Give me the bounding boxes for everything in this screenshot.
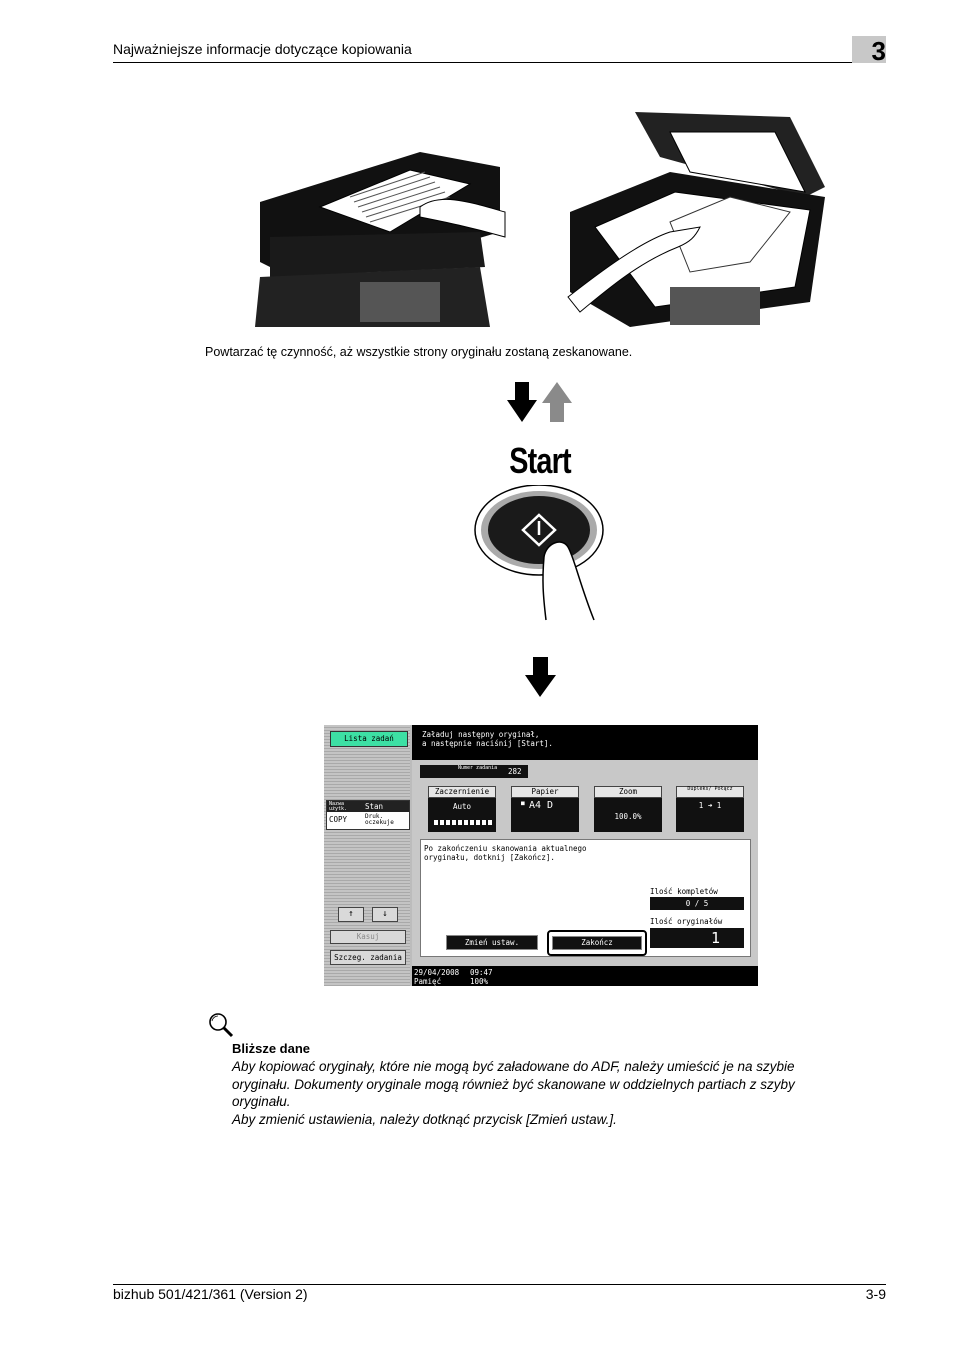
tab-density-label: Zaczernienie	[428, 786, 496, 798]
scroll-down-button[interactable]	[372, 907, 398, 922]
status-memory-value: 100%	[470, 977, 489, 986]
tab-zoom-value: 100.0%	[614, 812, 642, 821]
job-list-button[interactable]: Lista zadań	[330, 731, 408, 747]
tab-duplex-value: 1 ➜ 1	[698, 801, 722, 810]
job-details-button[interactable]: Szczeg. zadania	[330, 950, 406, 965]
tab-duplex-panel	[676, 798, 744, 832]
footer-product: bizhub 501/421/361 (Version 2)	[113, 1286, 308, 1302]
header-rule	[113, 62, 886, 63]
note-paragraph-2: Aby zmienić ustawienia, należy dotknąć przycisk [Zmień ustaw.].	[232, 1111, 617, 1127]
tab-paper-panel	[511, 798, 579, 832]
status-memory-label: Pamięć	[414, 977, 442, 986]
tab-density[interactable]	[428, 786, 496, 832]
scroll-up-button[interactable]	[338, 907, 364, 922]
message-line-2: a następnie naciśnij [Start].	[422, 739, 553, 748]
delete-button[interactable]: Kasuj	[330, 930, 406, 944]
scan-info-box	[420, 839, 751, 957]
paper-tray-icon: ■	[521, 800, 525, 807]
platen-copier-drawing	[568, 112, 825, 327]
info-line-1: Po zakończeniu skanowania aktualnego	[424, 844, 587, 853]
tab-duplex[interactable]	[676, 786, 744, 832]
tab-paper[interactable]	[511, 786, 579, 832]
status-time: 09:47	[470, 968, 493, 977]
info-line-2: oryginału, dotknij [Zakończ].	[424, 853, 555, 862]
tab-density-panel	[428, 798, 496, 832]
start-label: Start	[509, 440, 571, 481]
note-paragraph-1: Aby kopiować oryginały, które nie mogą być załadowane do ADF, należy umieścić je na szybie oryginału. Dokumenty oryginale mogą również być skanowane w oddzielnych partiach z szyby oryginału.	[232, 1059, 795, 1109]
tab-zoom-label: Zoom	[594, 786, 662, 798]
control-panel-screen	[324, 725, 758, 986]
status-bar	[412, 966, 758, 986]
message-bar	[412, 725, 758, 760]
job-table-header	[327, 801, 409, 812]
footer-rule	[113, 1284, 886, 1285]
sets-value: 0 / 5	[650, 897, 744, 910]
change-settings-button[interactable]: Zmień ustaw.	[446, 935, 538, 950]
down-arrow-icon	[507, 382, 537, 422]
arrow-up-icon: ↑	[348, 909, 354, 919]
sets-label: Ilość kompletów	[650, 887, 718, 896]
finish-button[interactable]: Zakończ	[552, 936, 642, 950]
down-arrow	[525, 657, 557, 697]
job-table-header-user: Nazwa użytk.	[329, 801, 348, 812]
left-column	[324, 725, 410, 986]
instruction-text: Powtarzać tę czynność, aż wszystkie strony oryginału zostaną zeskanowane.	[205, 345, 633, 359]
message-line-1: Załaduj następny oryginał,	[422, 730, 540, 739]
tab-paper-value: A4 D	[529, 800, 554, 811]
up-down-arrows	[505, 380, 575, 425]
down-arrow-icon	[525, 657, 556, 697]
status-date: 29/04/2008	[414, 968, 460, 977]
note-title: Bliższe dane	[232, 1041, 311, 1056]
job-table-row-name[interactable]: COPY	[329, 815, 348, 824]
footer-page-number: 3-9	[865, 1286, 886, 1302]
job-number-box	[420, 765, 528, 778]
originals-label: Ilość oryginałów	[650, 917, 723, 926]
tab-zoom[interactable]	[594, 786, 662, 832]
adf-copier-drawing	[255, 152, 505, 327]
chapter-number: 3	[871, 36, 886, 66]
tab-density-value: Auto	[452, 802, 472, 811]
density-scale	[434, 820, 492, 825]
finish-button-highlight	[547, 930, 647, 956]
originals-value	[650, 928, 744, 948]
job-table-header-status: Stan	[365, 802, 384, 811]
arrow-down-icon: ↓	[382, 909, 388, 919]
job-number-label: Numer zadania	[458, 765, 498, 771]
tab-paper-label: Papier	[511, 786, 579, 798]
job-number-value: 282	[508, 767, 522, 776]
job-table-row-status: Druk. oczekuje	[365, 813, 394, 826]
page-header-title: Najważniejsze informacje dotyczące kopiowania	[113, 41, 412, 57]
magnifier-icon	[208, 1012, 234, 1038]
up-arrow-icon	[542, 382, 572, 422]
job-table	[326, 800, 410, 830]
tab-zoom-panel	[594, 798, 662, 832]
start-button-illustration	[470, 485, 615, 625]
note-text	[232, 1058, 852, 1128]
originals-value-text: 1	[710, 929, 720, 947]
tab-duplex-label: Dupleks/ Połącz	[676, 786, 744, 798]
copier-illustration	[250, 112, 830, 327]
